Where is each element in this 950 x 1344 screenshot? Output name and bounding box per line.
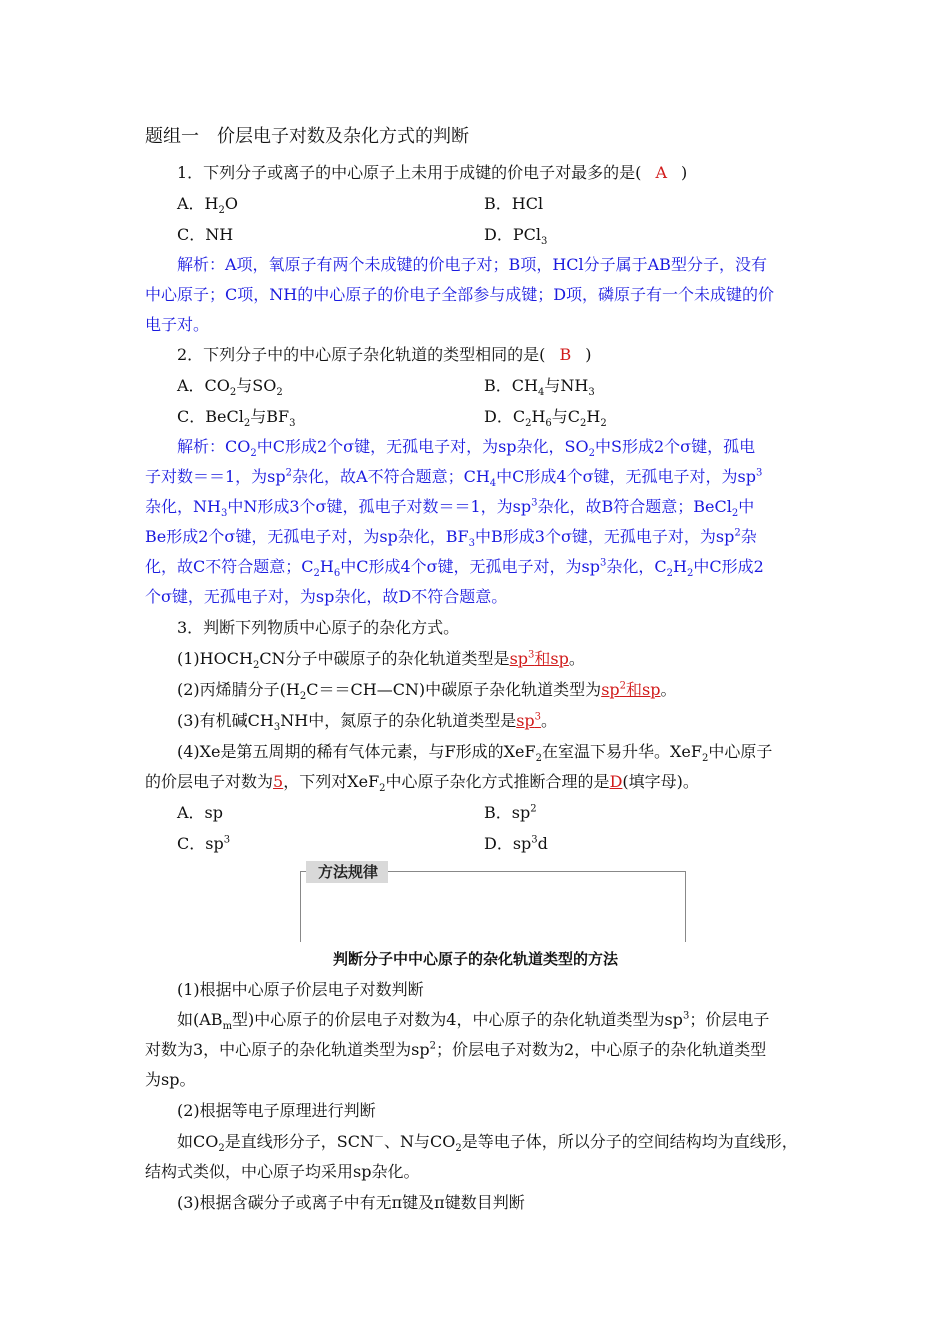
q2-analysis-line-3: 杂化，$NH_3$中N形成3个σ键，孤电子对数＝＝1，为$sp^3$杂化，故B符合题意；BeCl$_2$中 xyxy=(145,497,755,520)
q3-part-1-answer: $sp^3$和sp xyxy=(509,649,569,668)
q2-option-c: C．BeCl$_2$与$BF_3$ xyxy=(177,407,296,430)
q2-analysis-line-2: 子对数＝＝1，为$sp^2$杂化，故A不符合题意；$CH_4$中C形成4个σ键，无孤电子对，为$sp^3$ xyxy=(145,467,763,490)
q1-option-c: C．NH xyxy=(177,225,234,244)
q3-part-2: (2)丙烯腈分子$(H_2C==CH—CN)$中碳原子杂化轨道类型为$sp^2$和sp。 xyxy=(177,680,677,703)
question-2-answer: B xyxy=(559,345,572,364)
method-rule-2-line-1: 如$CO_2$是直线形分子，SCN－、N与$CO_2$是等电子体，所以分子的空间结构均为直线形， xyxy=(177,1132,798,1155)
question-3-stem: 3．判断下列物质中心原子的杂化方式。 xyxy=(177,618,460,637)
section-title: 题组一 价层电子对数及杂化方式的判断 xyxy=(145,126,469,147)
q2-analysis-line-1: 解析：$CO_2$中C形成2个σ键，无孤电子对，为sp杂化，$SO_2$中S形成2个σ键，孤电 xyxy=(177,437,756,460)
q3-part-4-line-1: (4)Xe是第五周期的稀有气体元素，与F形成的XeF$_2$在室温下易升华。XeF$_2$中心原子 xyxy=(177,742,773,765)
method-rule-3-title: (3)根据含碳分子或离子中有无π键及π键数目判断 xyxy=(177,1193,525,1212)
method-rule-1-line-2: 对数为3，中心原子的杂化轨道类型为$sp^2$；价层电子对数为2，中心原子的杂化轨道类型 xyxy=(145,1040,767,1059)
q3-option-b: B．$sp^2$ xyxy=(484,803,537,822)
q3-part-4-answer-2: D xyxy=(609,772,623,791)
q3-part-3-answer: $sp^3$ xyxy=(516,711,542,730)
q1-analysis-line-3: 电子对。 xyxy=(145,315,210,334)
q3-part-2-answer: $sp^2$和sp xyxy=(601,680,661,699)
question-2-stem: 2．下列分子中的中心原子杂化轨道的类型相同的是( B ) xyxy=(177,345,592,364)
method-rule-2-title: (2)根据等电子原理进行判断 xyxy=(177,1101,376,1120)
method-rule-1-line-3: 为sp。 xyxy=(145,1070,196,1089)
question-1-stem: 1．下列分子或离子的中心原子上未用于成键的价电子对最多的是( A ) xyxy=(177,163,688,182)
q2-option-b: B．$CH_4$与$NH_3$ xyxy=(484,376,595,399)
method-heading: 判断分子中中心原子的杂化轨道类型的方法 xyxy=(333,950,619,968)
q2-analysis-line-6: 个σ键，无孤电子对，为sp杂化，故D不符合题意。 xyxy=(145,587,508,606)
q2-option-a: A．$CO_2$与$SO_2$ xyxy=(177,376,283,399)
q1-option-a: A．$H_2O$ xyxy=(177,194,239,217)
q3-part-1: $(1)HOCH_2CN$分子中碳原子的杂化轨道类型是$sp^3$和sp。 xyxy=(177,649,585,672)
q2-option-d: D．$C_2H_6$与$C_2H_2$ xyxy=(484,407,607,430)
q3-part-3: (3)有机碱$CH_3NH$中，氮原子的杂化轨道类型是$sp^3$。 xyxy=(177,711,558,734)
q1-analysis-line-2: 中心原子；C项，NH的中心原子的价电子全部参与成键；D项，磷原子有一个未成键的价 xyxy=(145,285,775,304)
method-rule-1-title: (1)根据中心原子价层电子对数判断 xyxy=(177,980,424,999)
method-tab-label: 方法规律 xyxy=(306,861,388,883)
q3-option-a: A．sp xyxy=(177,803,224,822)
method-rule-1-line-1: 如($AB_m$型)中心原子的价层电子对数为4，中心原子的杂化轨道类型为$sp^3$；价层电子 xyxy=(177,1010,770,1033)
q1-analysis-line-1: 解析：A项，氧原子有两个未成键的价电子对；B项，HCl分子属于AB型分子，没有 xyxy=(177,255,767,274)
q2-analysis-line-5: 化，故C不符合题意；$C_2H_6$中C形成4个σ键，无孤电子对，为$sp^3$杂化，$C_2H_2$中C形成2 xyxy=(145,557,764,580)
q1-option-d: D．PCl$_3$ xyxy=(484,225,548,248)
method-rule-2-line-2: 结构式类似，中心原子均采用sp杂化。 xyxy=(145,1162,420,1181)
q1-option-b: B．HCl xyxy=(484,194,544,213)
q3-option-c: C．$sp^3$ xyxy=(177,834,231,853)
q3-part-4-answer-1: 5 xyxy=(273,772,284,791)
q3-part-4-line-2: 的价层电子对数为5，下列对XeF$_2$中心原子杂化方式推断合理的是D(填字母)。 xyxy=(145,772,699,795)
q2-analysis-line-4: Be形成2个σ键，无孤电子对，为sp杂化，$BF_3$中B形成3个σ键，无孤电子对，为$sp^2$杂 xyxy=(145,527,757,550)
q3-option-d: D．$sp^3d$ xyxy=(484,834,548,853)
question-1-answer: A xyxy=(655,163,667,182)
